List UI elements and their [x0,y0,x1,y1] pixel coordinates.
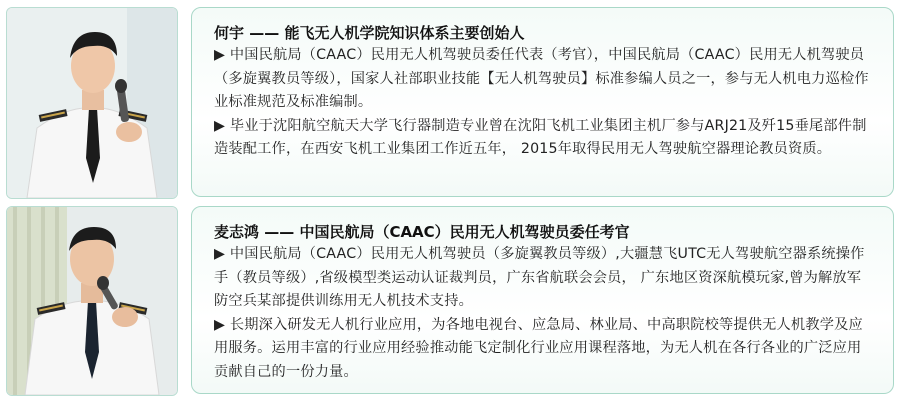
profile-paragraph: ▶ 毕业于沈阳航空航天大学飞行器制造专业曾在沈阳飞机工业集团主机厂参与ARJ21及歼15垂尾部件制造装配工作，在西安飞机工业集团工作近五年， 2015年取得民用无人驾驶航空器理论教员资质。 [214,117,867,157]
profile-paragraph: ▶ 中国民航局（CAAC）民用无人机驾驶员（多旋翼教员等级）,大疆慧飞UTC无人驾驶航空器系统操作手（教员等级）,省级模型类运动认证裁判员，广东省航联会会员， 广东地区资深航模玩家,曾为解放军防空兵某部提供训练用无人机技术支持。 [214,246,865,309]
profile-card-1 [191,7,894,197]
instructor-photo-1 [6,7,178,199]
pilot-portrait-image [7,207,177,395]
instructor-profile-1 [6,7,894,197]
profile-paragraph: ▶ 长期深入研发无人机行业应用，为各地电视台、应急局、林业局、中高职院校等提供无人机教学及应用服务。运用丰富的行业应用经验推动能飞定制化行业应用课程落地，为无人机在各行各业的广泛应用贡献自己的一份力量。 [214,316,863,380]
profile-card-2 [191,206,894,394]
profile-paragraph: ▶ 中国民航局（CAAC）民用无人机驾驶员委任代表（考官），中国民航局（CAAC）民用无人机驾驶员（多旋翼教员等级），国家人社部职业技能【无人机驾驶员】标准参编人员之一，参与无人机电力巡检作业标准规范及标准编制。 [214,47,869,110]
instructor-photo-2 [6,206,178,396]
profile-title: 何宇 —— 能飞无人机学院知识体系主要创始人 [214,24,525,42]
profile-title: 麦志鸿 —— 中国民航局（CAAC）民用无人机驾驶员委任考官 [214,223,630,241]
pilot-portrait-image [7,8,177,198]
instructor-profile-2 [6,206,894,394]
